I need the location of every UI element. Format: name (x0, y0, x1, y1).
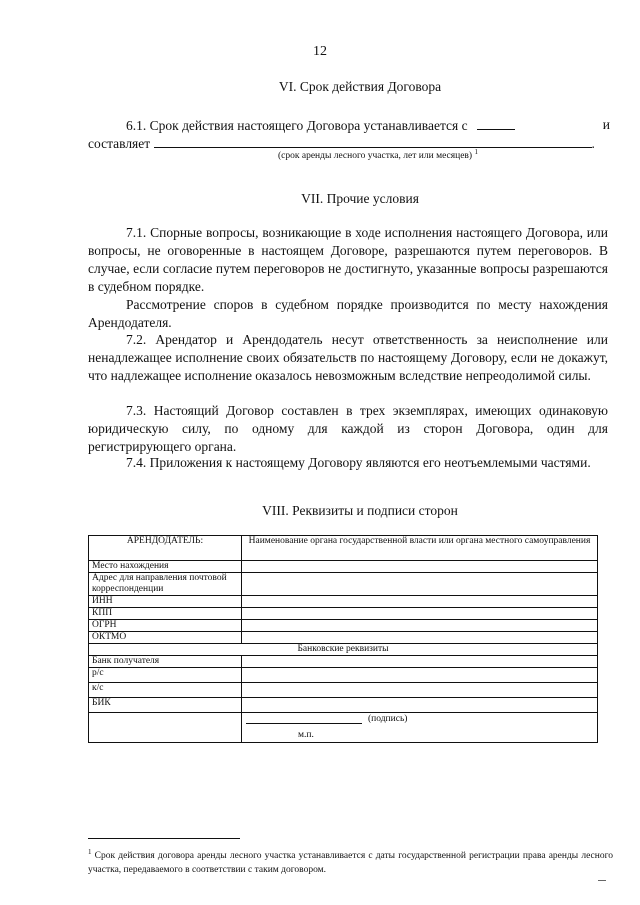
row-label-ogrn: ОГРН (89, 620, 242, 632)
clause-7-1-venue: Рассмотрение споров в судебном порядке производится по месту нахождения Арендодателя. (88, 297, 608, 330)
table-header-row (89, 536, 598, 561)
term-caption-text: (срок аренды лесного участка, лет или месяцев) (278, 151, 473, 162)
clause-6-1-and: и (602, 117, 610, 132)
lessor-label: АРЕНДОДАТЕЛЬ: (89, 536, 242, 561)
row-value-bank (242, 656, 598, 668)
row-value-bik (242, 698, 598, 713)
authority-name-cell: Наименование органа государственной власти или органа местного самоуправления (242, 536, 598, 561)
clause-7-2: 7.2. Арендатор и Арендодатель несут ответственность за неисполнение или ненадлежащее исполнение своих обязательств по настоящему Договору, если не докажут, что надлежащее исполнение оказалось невозможным вследствие непреодолимой силы. (88, 332, 608, 383)
footnote-number: 1 (88, 848, 92, 856)
signature-row (89, 713, 598, 743)
signature-label: (подпись) (368, 714, 408, 724)
row-value-location (242, 561, 598, 573)
footnote (88, 845, 613, 877)
row-value-inn (242, 596, 598, 608)
requisites-table (88, 535, 598, 743)
bank-heading-row (89, 644, 598, 656)
clause-6-1-dot: . (591, 136, 595, 151)
row-value-postal-address (242, 573, 598, 596)
footnote-text: Срок действия договора аренды лесного участка устанавливается с даты государственной регистрации права аренды лесного участка, передаваемого в соответствии с таким договором. (88, 851, 613, 876)
table-row (89, 561, 598, 573)
page-number: 12 (313, 44, 327, 59)
section-8-heading: VIII. Реквизиты и подписи сторон (262, 503, 458, 518)
row-value-oktmo (242, 632, 598, 644)
row-value-ogrn (242, 620, 598, 632)
table-row (89, 683, 598, 698)
table-row (89, 656, 598, 668)
row-label-location: Место нахождения (89, 561, 242, 573)
table-row (89, 632, 598, 644)
footnote-separator (88, 838, 240, 839)
section-7-heading: VII. Прочие условия (301, 191, 419, 206)
term-blank (154, 134, 592, 148)
section-6-heading: VI. Срок действия Договора (278, 79, 442, 94)
row-label-rs: р/с (89, 668, 242, 683)
row-value-ks (242, 683, 598, 698)
row-label-inn: ИНН (89, 596, 242, 608)
row-value-rs (242, 668, 598, 683)
row-label-ks: к/с (89, 683, 242, 698)
row-label-bank: Банк получателя (89, 656, 242, 668)
clause-7-4: 7.4. Приложения к настоящему Договору являются его неотъемлемыми частями. (126, 455, 591, 470)
table-row (89, 596, 598, 608)
table-row (89, 620, 598, 632)
row-label-bik: БИК (89, 698, 242, 713)
table-row (89, 573, 598, 596)
table-row (89, 608, 598, 620)
row-label-kpp: КПП (89, 608, 242, 620)
signature-line (246, 723, 362, 724)
table-row (89, 698, 598, 713)
row-value-kpp (242, 608, 598, 620)
signature-cell (242, 713, 598, 743)
table-row (89, 668, 598, 683)
clause-6-1-compose: составляет (88, 136, 151, 151)
scan-edge-mark (598, 880, 606, 881)
start-date-blank (477, 116, 515, 130)
clause-6-1-line1 (126, 116, 610, 135)
row-label-postal-address: Адрес для направления почтовой корреспонденции (89, 573, 242, 596)
term-blank-caption (278, 148, 478, 161)
stamp-label: м.п. (298, 730, 314, 740)
bank-details-heading: Банковские реквизиты (89, 644, 598, 656)
clause-7-3: 7.3. Настоящий Договор составлен в трех экземплярах, имеющих одинаковую юридическую силу, по одному для каждой из сторон Договора, один для регистрирующего органа. (88, 403, 608, 454)
footnote-ref-1: 1 (474, 148, 478, 156)
clause-6-1-text: 6.1. Срок действия настоящего Договора устанавливается с (126, 118, 468, 133)
row-label-oktmo: ОКТМО (89, 632, 242, 644)
clause-7-1: 7.1. Спорные вопросы, возникающие в ходе исполнения настоящего Договора, или вопросы, не оговоренные в настоящем Договоре, разрешаются путем переговоров. В случае, если согласие путем переговоров не достигнуто, указанные вопросы разрешаются в судебном порядке. (88, 225, 608, 294)
signature-empty-cell (89, 713, 242, 743)
